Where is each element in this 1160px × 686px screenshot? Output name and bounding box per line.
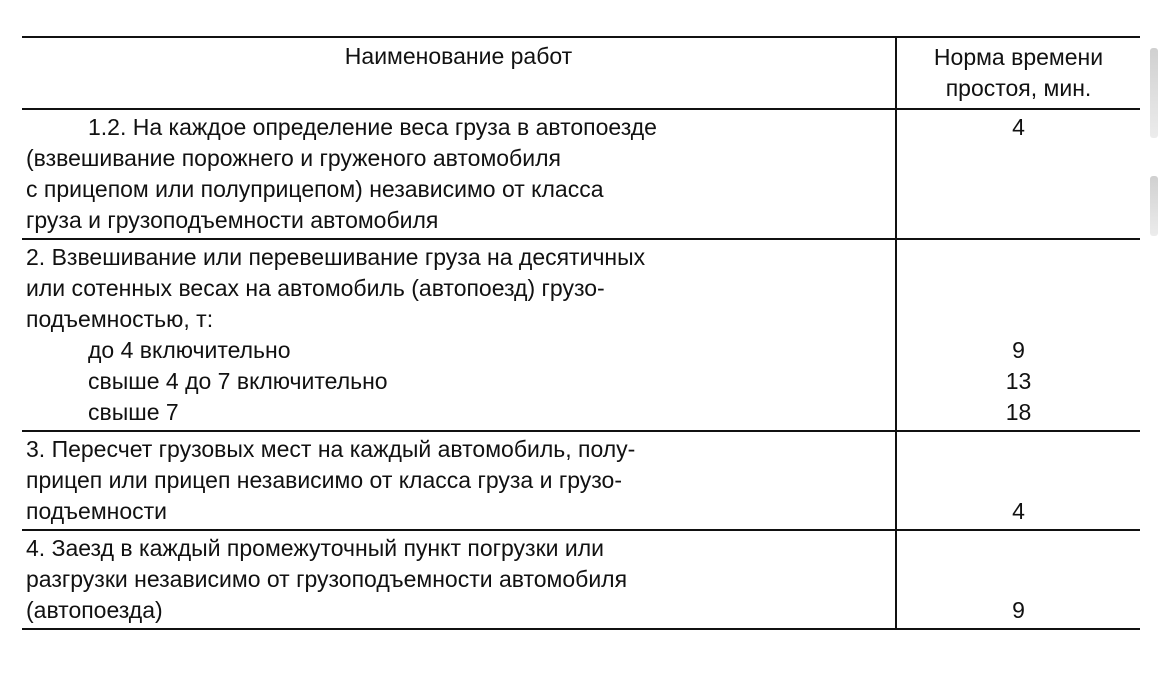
work-line: подъемностью, т:	[26, 306, 214, 332]
norm-cell	[896, 109, 1140, 239]
work-line: с прицепом или полуприцепом) независимо от класса	[26, 176, 604, 202]
work-cell	[22, 109, 896, 239]
work-line: (взвешивание порожнего и груженого автомобиля	[26, 145, 561, 171]
table-row	[22, 239, 1140, 431]
header-work-name: Наименование работ	[22, 37, 896, 109]
work-cell	[22, 530, 896, 629]
norm-cell	[896, 239, 1140, 431]
work-line: или сотенных весах на автомобиль (автопоезд) грузо-	[26, 275, 605, 301]
work-line: (автопоезда)	[26, 597, 163, 623]
table-row	[22, 530, 1140, 629]
work-cell	[22, 239, 896, 431]
norm-value: 18	[1005, 399, 1032, 425]
header-norm-line-2: простоя, мин.	[945, 75, 1092, 101]
subrow-label: свыше 7	[88, 399, 179, 425]
header-norm-line-1: Норма времени	[933, 44, 1104, 70]
work-line: прицеп или прицеп независимо от класса груза и грузо-	[26, 467, 623, 493]
work-line: разгрузки независимо от грузоподъемности автомобиля	[26, 566, 628, 592]
work-line: груза и грузоподъемности автомобиля	[26, 207, 439, 233]
work-line: 2. Взвешивание или перевешивание груза на десятичных	[26, 244, 646, 270]
work-line: подъемности	[26, 498, 168, 524]
header-time-norm	[896, 37, 1140, 109]
work-line: 3. Пересчет грузовых мест на каждый автомобиль, полу-	[26, 436, 636, 462]
work-line: 1.2. На каждое определение веса груза в автопоезде	[88, 114, 657, 140]
norm-value: 9	[1012, 337, 1025, 363]
norm-value: 9	[1012, 597, 1025, 623]
scan-edge-shadow	[1150, 48, 1158, 138]
norm-value: 4	[1012, 498, 1025, 524]
scan-edge-shadow	[1150, 176, 1158, 236]
norm-cell	[896, 530, 1140, 629]
norms-table	[22, 36, 1140, 630]
norm-value: 13	[1005, 368, 1032, 394]
norm-value: 4	[1012, 114, 1025, 140]
work-cell	[22, 431, 896, 530]
norm-cell	[896, 431, 1140, 530]
work-line: 4. Заезд в каждый промежуточный пункт погрузки или	[26, 535, 605, 561]
table-row	[22, 431, 1140, 530]
table-header-row	[22, 37, 1140, 109]
subrow-label: свыше 4 до 7 включительно	[88, 368, 388, 394]
table-row	[22, 109, 1140, 239]
subrow-label: до 4 включительно	[88, 337, 291, 363]
